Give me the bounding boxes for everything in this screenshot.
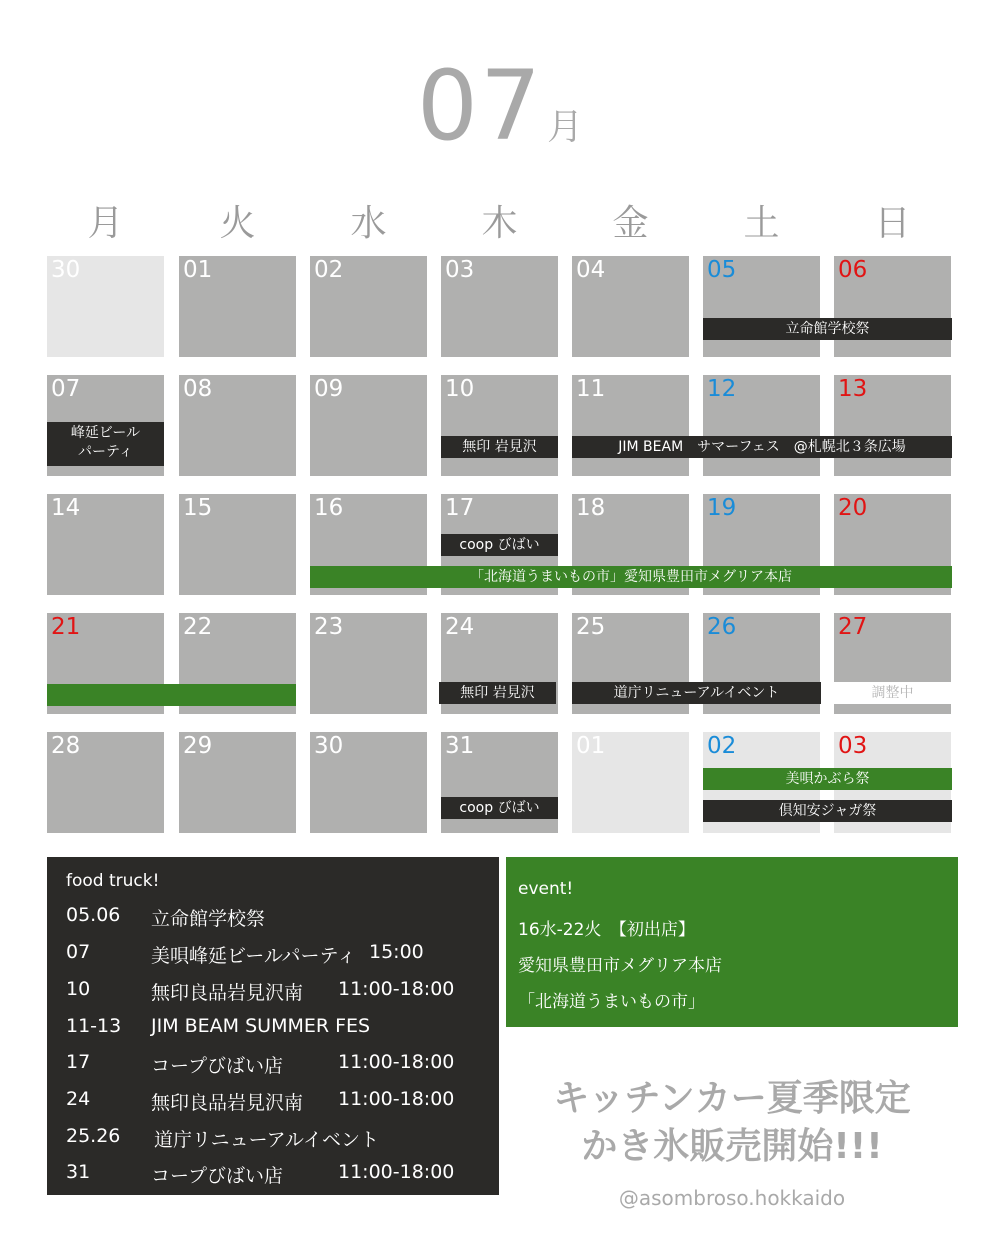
event-line: 峰延ビール (70, 425, 141, 441)
day-cell (310, 375, 427, 476)
day-cell (179, 732, 296, 833)
month-suffix: 月 (547, 107, 584, 148)
weekday-fri: 金 (612, 203, 649, 244)
day-cell (47, 256, 164, 357)
day-number: 07 (51, 376, 81, 402)
event-bar-ritsumeikan: 立命館学校祭 (703, 318, 952, 340)
month-title (0, 50, 1000, 162)
food-truck-date: 05.06 (66, 904, 121, 926)
day-number: 18 (576, 495, 606, 521)
day-cell (834, 375, 951, 476)
instagram-handle: @asombroso.hokkaido (618, 1186, 846, 1210)
day-number: 29 (183, 733, 213, 759)
food-truck-name: 美唄峰延ビールパーティ (151, 945, 357, 967)
day-cell (703, 375, 820, 476)
event-bar-hokkaido-fair: 「北海道うまいもの市」愛知県豊田市メグリア本店 (310, 566, 952, 588)
day-number: 06 (838, 257, 868, 283)
day-number: 08 (183, 376, 213, 402)
day-number: 13 (838, 376, 868, 402)
day-cell (179, 375, 296, 476)
day-number: 12 (707, 376, 737, 402)
event-bar-dochou: 道庁リニューアルイベント (572, 682, 821, 704)
event-line: パーティ (78, 444, 133, 460)
day-cell (179, 494, 296, 595)
day-number: 20 (838, 495, 868, 521)
food-truck-name: 無印良品岩見沢南 (151, 982, 304, 1004)
food-truck-date: 25.26 (66, 1125, 121, 1147)
day-number: 30 (51, 257, 81, 283)
event-line: 愛知県豊田市メグリア本店 (518, 956, 722, 976)
event-bar-chousei: 調整中 (834, 682, 951, 704)
food-truck-date: 17 (66, 1051, 91, 1073)
day-number: 30 (314, 733, 344, 759)
food-truck-date: 31 (66, 1161, 91, 1183)
day-cell (310, 256, 427, 357)
day-number: 25 (576, 614, 606, 640)
day-number: 04 (576, 257, 606, 283)
food-truck-date: 07 (66, 941, 91, 963)
food-truck-name: コープびばい店 (151, 1165, 284, 1187)
day-number: 27 (838, 614, 868, 640)
day-number: 02 (314, 257, 344, 283)
day-cell (310, 613, 427, 714)
food-truck-name: 無印良品岩見沢南 (151, 1092, 304, 1114)
weekday-sat: 土 (743, 203, 780, 244)
day-cell (572, 256, 689, 357)
food-truck-time: 11:00-18:00 (338, 1051, 455, 1073)
day-number: 14 (51, 495, 81, 521)
event-line: 16水-22火 【初出店】 (518, 920, 695, 940)
weekday-tue: 火 (219, 203, 256, 244)
food-truck-box (47, 857, 499, 1195)
day-number: 09 (314, 376, 344, 402)
food-truck-date: 11-13 (66, 1015, 122, 1037)
day-number: 01 (183, 257, 213, 283)
day-number: 22 (183, 614, 213, 640)
event-bar-bibai-kabura: 美唄かぶら祭 (703, 768, 952, 790)
food-truck-name: 道庁リニューアルイベント (154, 1129, 379, 1151)
day-number: 15 (183, 495, 213, 521)
food-truck-date: 24 (66, 1088, 91, 1110)
day-cell (47, 494, 164, 595)
food-truck-time: 15:00 (369, 941, 424, 963)
day-number: 28 (51, 733, 81, 759)
day-cell (441, 375, 558, 476)
food-truck-date: 10 (66, 978, 91, 1000)
day-number: 24 (445, 614, 475, 640)
event-bar-jimbeam: JIM BEAM サマーフェス @札幌北３条広場 (572, 436, 952, 458)
day-number: 01 (576, 733, 606, 759)
day-number: 21 (51, 614, 81, 640)
day-number: 03 (445, 257, 475, 283)
food-truck-name: 立命館学校祭 (151, 908, 266, 930)
event-title: event! (518, 879, 574, 899)
weekday-sun: 日 (874, 203, 911, 244)
day-number: 10 (445, 376, 475, 402)
food-truck-name: JIM BEAM SUMMER FES (151, 1015, 371, 1037)
day-cell (834, 256, 951, 357)
day-number: 19 (707, 495, 737, 521)
day-number: 16 (314, 495, 344, 521)
event-bar-muji: 無印 岩見沢 (439, 682, 556, 704)
headline-line1: キッチンカー夏季限定 (553, 1078, 911, 1119)
event-bar-hokkaido-fair-continued (47, 684, 296, 706)
food-truck-name: コープびばい店 (151, 1055, 284, 1077)
weekday-thu: 木 (481, 203, 518, 244)
day-cell (703, 256, 820, 357)
day-number: 23 (314, 614, 344, 640)
event-box (506, 857, 958, 1027)
day-cell (179, 256, 296, 357)
day-number: 03 (838, 733, 868, 759)
day-number: 17 (445, 495, 475, 521)
event-bar-minenobu (47, 422, 164, 466)
food-truck-title: food truck! (66, 871, 160, 891)
headline-line2: かき氷販売開始!!! (581, 1126, 883, 1167)
weekday-mon: 月 (87, 203, 124, 244)
day-number: 31 (445, 733, 475, 759)
day-cell (572, 375, 689, 476)
day-number: 05 (707, 257, 737, 283)
weekday-wed: 水 (350, 203, 387, 244)
food-truck-time: 11:00-18:00 (338, 1088, 455, 1110)
day-number: 26 (707, 614, 737, 640)
event-bar-kutchan: 倶知安ジャガ祭 (703, 800, 952, 822)
day-cell (572, 732, 689, 833)
day-number: 11 (576, 376, 606, 402)
event-bar-coop: coop びばい (441, 534, 558, 556)
day-cell (47, 732, 164, 833)
day-cell (441, 256, 558, 357)
food-truck-time: 11:00-18:00 (338, 978, 455, 1000)
event-line: 「北海道うまいもの市」 (518, 992, 705, 1012)
food-truck-time: 11:00-18:00 (338, 1161, 455, 1183)
day-cell (310, 732, 427, 833)
event-bar-muji: 無印 岩見沢 (441, 436, 558, 458)
event-bar-coop: coop びばい (441, 797, 558, 819)
month-number: 07 (416, 50, 544, 162)
day-number: 02 (707, 733, 737, 759)
